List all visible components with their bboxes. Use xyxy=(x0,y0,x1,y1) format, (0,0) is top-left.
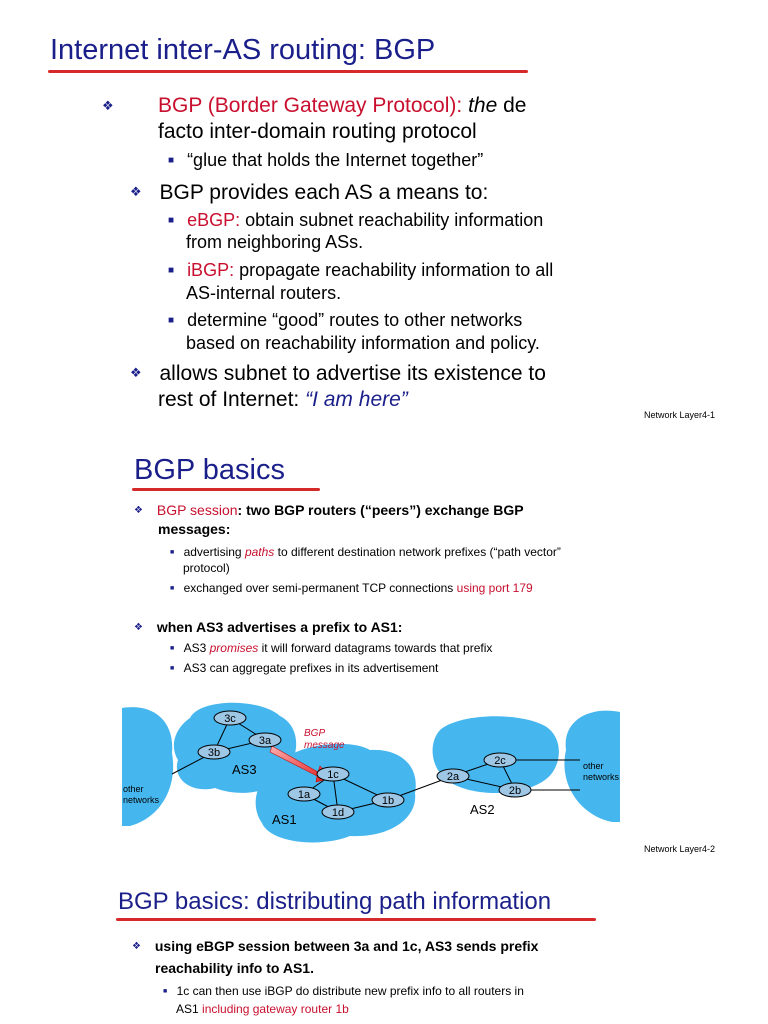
svg-text:1d: 1d xyxy=(331,807,345,819)
svg-text:1a: 1a xyxy=(297,789,311,801)
bgp-message-label: message xyxy=(304,740,345,751)
bullet-bgp-line2: facto inter-domain routing protocol xyxy=(158,120,477,143)
diamond-bullet-icon: ❖ xyxy=(102,98,114,113)
other-networks-right-label: networks xyxy=(583,772,620,782)
router-2b xyxy=(499,783,531,797)
slide-2 xyxy=(0,432,768,864)
sub-bullet-ebgp-line2: from neighboring ASs. xyxy=(186,232,364,252)
sub-bullet-1c-ibgp: ■ 1c can then use iBGP do distribute new prefix info to all routers in xyxy=(163,984,524,998)
sub-bullet-glue: ■ “glue that holds the Internet together” xyxy=(168,150,484,170)
sub-bullet-ebgp: ■ eBGP: obtain subnet reachability information xyxy=(168,210,544,230)
square-bullet-icon: ■ xyxy=(170,549,175,556)
router-3a xyxy=(249,733,281,747)
slide-title: BGP basics xyxy=(134,454,285,486)
title-underline xyxy=(116,918,596,921)
as3-label: AS3 xyxy=(232,762,257,777)
other-networks-left-label: networks xyxy=(123,795,160,805)
svg-text:3b: 3b xyxy=(207,747,221,759)
svg-text:1c: 1c xyxy=(327,769,339,781)
bullet-bgp-session: ❖ BGP session: two BGP routers (“peers”) exchange BGP xyxy=(134,502,524,518)
router-2a xyxy=(437,769,469,783)
as1-label: AS1 xyxy=(272,812,297,827)
slide-3 xyxy=(0,864,768,1024)
svg-text:3c: 3c xyxy=(224,713,236,725)
slide-footer: Network Layer4-2 xyxy=(644,844,716,854)
router-1b xyxy=(372,793,404,807)
router-1a xyxy=(288,787,320,801)
other-networks-left-cloud xyxy=(122,707,173,826)
as2-label: AS2 xyxy=(470,802,495,817)
bullet-allows-line2: rest of Internet: “I am here” xyxy=(158,388,408,411)
sub-bullet-1c-ibgp-line2: AS1 including gateway router 1b xyxy=(176,1002,349,1016)
sub-bullet-determine-line2: based on reachability information and policy. xyxy=(186,333,540,353)
square-bullet-icon: ■ xyxy=(163,988,168,995)
bullet-bgp-session-line2: messages: xyxy=(158,521,231,537)
square-bullet-icon: ■ xyxy=(168,315,175,326)
sub-bullet-ibgp: ■ iBGP: propagate reachability information to all xyxy=(168,260,554,280)
svg-text:2a: 2a xyxy=(446,771,460,783)
sub-bullet-advertising: ■ advertising paths to different destination network prefixes (“path vector” xyxy=(170,545,561,559)
slide-footer: Network Layer4-1 xyxy=(644,410,716,420)
sub-bullet-advertising-line2: protocol) xyxy=(183,561,230,575)
bullet-using-ebgp-line2: reachability info to AS1. xyxy=(155,960,314,976)
slide-1 xyxy=(0,0,768,432)
bullet-using-ebgp: ❖ using eBGP session between 3a and 1c, AS3 sends prefix xyxy=(132,938,539,954)
square-bullet-icon: ■ xyxy=(168,265,175,276)
svg-text:3a: 3a xyxy=(258,735,272,747)
title-underline xyxy=(48,70,528,73)
diamond-bullet-icon: ❖ xyxy=(134,622,143,633)
square-bullet-icon: ■ xyxy=(168,155,175,166)
svg-text:2c: 2c xyxy=(494,755,506,767)
square-bullet-icon: ■ xyxy=(170,645,175,652)
router-3b xyxy=(198,745,230,759)
sub-bullet-exchanged: ■ exchanged over semi-permanent TCP connections using port 179 xyxy=(170,581,533,595)
as-network-diagram xyxy=(0,698,768,858)
diamond-bullet-icon: ❖ xyxy=(130,184,142,199)
square-bullet-icon: ■ xyxy=(170,665,175,672)
router-1d xyxy=(322,805,354,819)
svg-text:2b: 2b xyxy=(508,785,522,797)
router-3c xyxy=(214,711,246,725)
sub-bullet-aggregate: ■ AS3 can aggregate prefixes in its advertisement xyxy=(170,661,439,675)
bullet-allows: ❖ allows subnet to advertise its existence to xyxy=(130,362,546,385)
router-1c xyxy=(317,767,349,781)
square-bullet-icon: ■ xyxy=(168,215,175,226)
router-2c xyxy=(484,753,516,767)
diamond-bullet-icon: ❖ xyxy=(134,505,143,516)
other-networks-left-label: other xyxy=(123,784,144,794)
square-bullet-icon: ■ xyxy=(170,585,175,592)
bullet-bgp-provides: ❖ BGP provides each AS a means to: xyxy=(130,181,489,204)
svg-text:1b: 1b xyxy=(381,795,395,807)
diamond-bullet-icon: ❖ xyxy=(130,365,142,380)
sub-bullet-determine: ■ determine “good” routes to other networks xyxy=(168,310,523,330)
other-networks-right-label: other xyxy=(583,761,604,771)
slide-title: Internet inter-AS routing: BGP xyxy=(50,34,436,66)
sub-bullet-ibgp-line2: AS-internal routers. xyxy=(186,283,342,303)
bullet-bgp: ❖ BGP (Border Gateway Protocol): the de xyxy=(102,94,527,117)
diamond-bullet-icon: ❖ xyxy=(132,941,141,952)
sub-bullet-promises: ■ AS3 promises it will forward datagrams towards that prefix xyxy=(170,641,493,655)
title-underline xyxy=(132,488,320,491)
bgp-message-label: BGP xyxy=(304,728,326,739)
bullet-when-as3: ❖ when AS3 advertises a prefix to AS1: xyxy=(134,619,403,635)
slide-title: BGP basics: distributing path information xyxy=(118,888,552,915)
